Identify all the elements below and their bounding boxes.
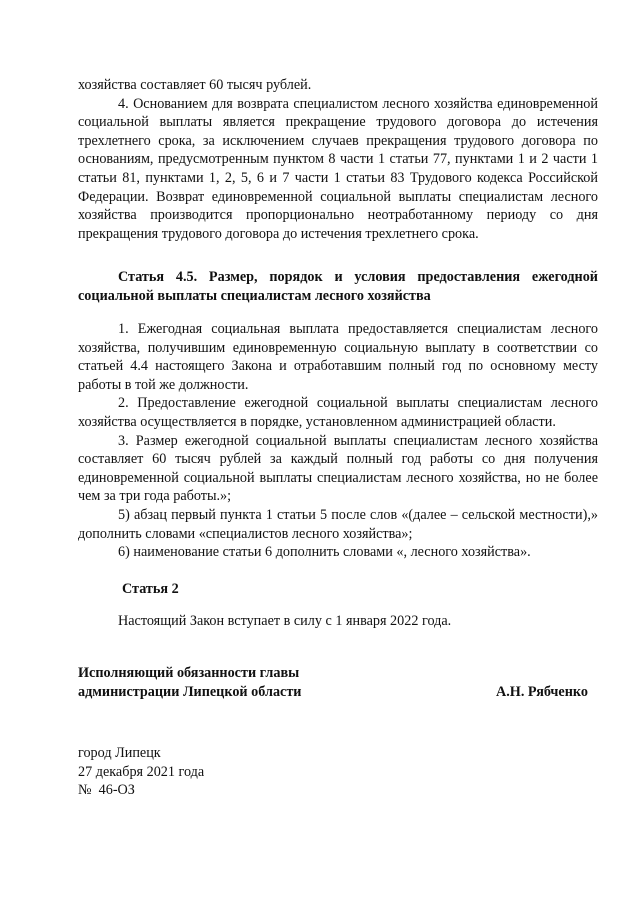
- article-4-5-item-2: 2. Предоставление ежегодной социальной выплаты специалистам лесного хозяйства осуществляется в порядке, установленном администрацией области.: [78, 395, 598, 430]
- footer-number: № 46-ОЗ: [78, 782, 135, 799]
- article-4-5-body: [78, 320, 598, 562]
- footer-date: 27 декабря 2021 года: [78, 763, 205, 780]
- footer-block: [78, 744, 204, 800]
- signature-name: А.Н. Рябченко: [495, 683, 588, 700]
- signature-block: [78, 664, 598, 701]
- article-4-5-item-3: 3. Размер ежегодной социальной выплаты специалистам лесного хозяйства составляет 60 тысяч рублей за каждый полный год работы со дня получения единовременной социальной выплаты специалистам лесного хозяйства, но не более чем за три года работы.»;: [78, 432, 598, 505]
- article-4-5-item-1: 1. Ежегодная социальная выплата предоставляется специалистам лесного хозяйства, получившим единовременную социальную выплату в соответствии со статьей 4.4 настоящего Закона и отработавшим полный год по основному месту работы в той же должности.: [78, 321, 598, 393]
- footer-city: город Липецк: [78, 745, 161, 761]
- paragraph-item-4: 4. Основанием для возврата специалистом лесного хозяйства единовременной социальной выплаты является прекращение трудового договора до истечения трехлетнего срока, за исключением случаев прекращения трудового договора по основаниям, предусмотренным пунктом 8 части 1 статьи 77, пунктами 1 и 2 части 1 статьи 81, пунктами 1, 2, 5, 6 и 7 части 1 статьи 83 Трудового кодекса Российской Федерации. Возврат единовременной социальной выплаты специалистам лесного хозяйства производится пропорционально неотработанному периоду со дня прекращения трудового договора до истечения трехлетнего срока.: [78, 95, 598, 242]
- article-2-text: Настоящий Закон вступает в силу с 1 января 2022 года.: [118, 613, 452, 629]
- article-2-heading: Статья 2: [122, 581, 179, 597]
- amendment-item-5: 5) абзац первый пункта 1 статьи 5 после слов «(далее – сельской местности),» дополнить словами «специалистов лесного хозяйства»;: [78, 506, 598, 542]
- paragraph-continuation: хозяйства составляет 60 тысяч рублей.: [78, 77, 312, 93]
- signature-title-line1: Исполняющий обязанности главы: [78, 665, 300, 681]
- article-4-5-heading: Статья 4.5. Размер, порядок и условия предоставления ежегодной социальной выплаты специалистам лесного хозяйства: [78, 269, 598, 304]
- paragraph-block-top: [78, 76, 598, 243]
- signature-title-line2: администрации Липецкой области: [78, 683, 302, 700]
- amendment-item-6: 6) наименование статьи 6 дополнить словами «, лесного хозяйства».: [118, 544, 531, 561]
